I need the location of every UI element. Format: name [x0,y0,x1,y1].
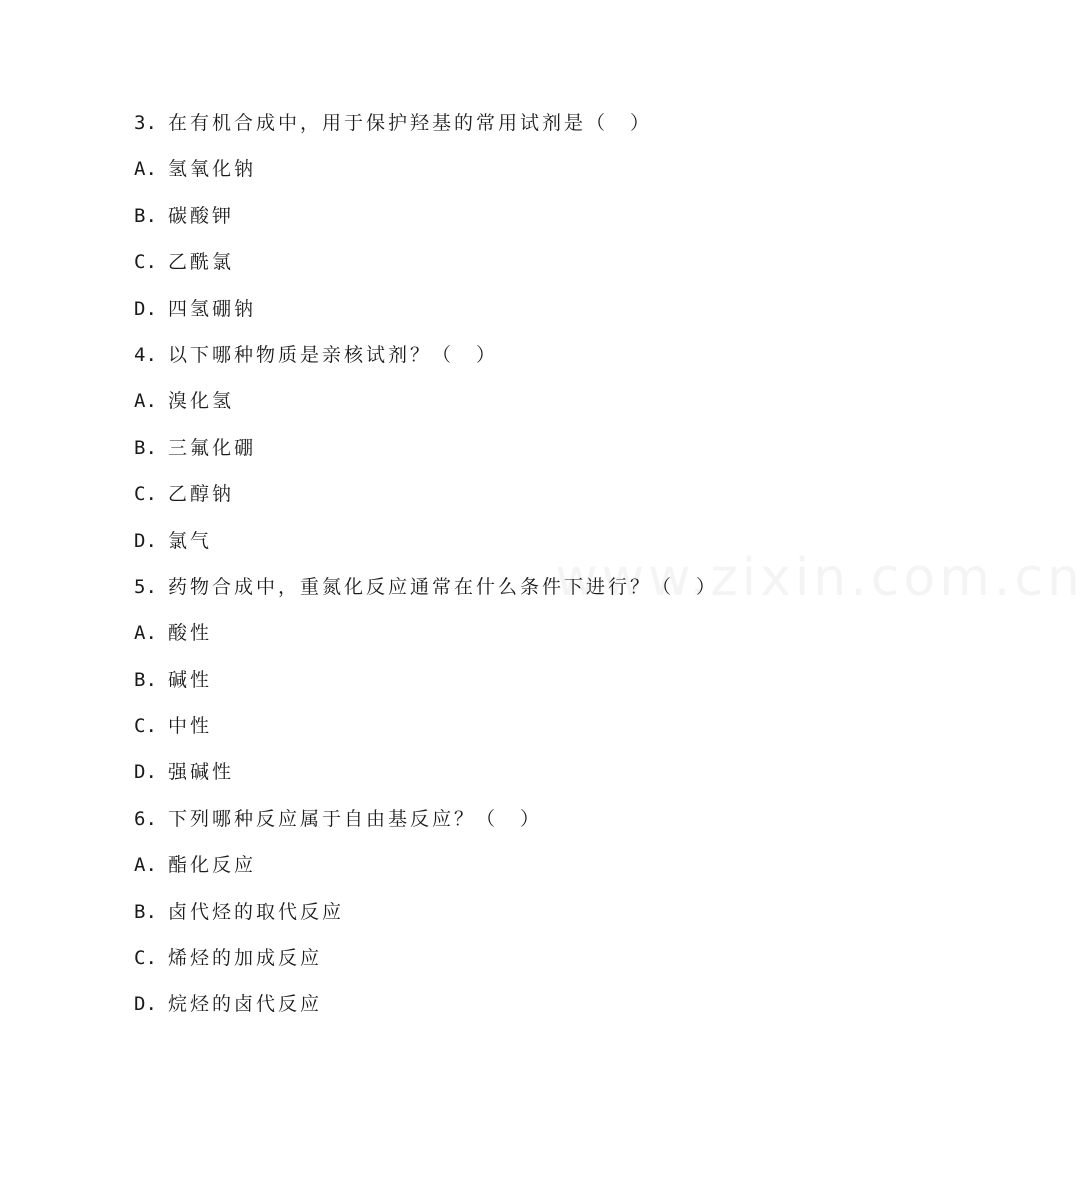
question-number: 4. [134,343,157,366]
option-text: 中性 [168,715,213,738]
question-number: 3. [134,112,157,134]
option-text: 四氢硼钠 [168,297,257,320]
option-label: D. [134,993,157,1016]
question-list [134,106,834,1034]
option-text: 烷烃的卤代反应 [168,993,323,1016]
question-5-option-b [134,663,834,709]
question-text: 药物合成中，重氮化反应通常在什么条件下进行？（ ） [168,575,719,598]
option-text: 乙醇钠 [168,483,235,506]
question-4-option-c [134,477,834,523]
question-4-option-b [134,431,834,477]
option-text: 氯气 [168,529,213,552]
question-5-option-c [134,709,834,755]
option-text: 酯化反应 [168,854,257,877]
watermark: www.zixin.com.cn [555,548,1084,608]
option-text: 乙酰氯 [168,251,235,274]
question-3-option-c [134,245,834,291]
option-label: C. [134,947,157,970]
question-3-option-a [134,152,834,198]
question-text: 下列哪种反应属于自由基反应？（ ） [168,807,543,830]
option-label: C. [134,715,157,738]
option-label: B. [134,436,157,459]
question-4-stem [134,338,834,384]
question-4-option-a [134,384,834,430]
option-text: 溴化氢 [168,390,235,413]
question-3-stem [134,106,834,152]
option-label: C. [134,483,157,506]
option-label: A. [134,622,157,645]
option-label: B. [134,668,157,691]
option-label: A. [134,390,157,413]
question-number: 5. [134,575,157,598]
question-6-option-b [134,895,834,941]
option-label: D. [134,297,157,320]
question-text: 以下哪种物质是亲核试剂？（ ） [168,343,499,366]
option-text: 碱性 [168,668,213,691]
option-text: 碳酸钾 [168,204,235,227]
option-text: 烯烃的加成反应 [168,947,323,970]
question-6-option-d [134,987,834,1033]
option-text: 强碱性 [168,761,235,784]
option-label: B. [134,900,157,923]
option-label: A. [134,158,157,181]
question-3-option-d [134,292,834,338]
question-6-option-c [134,941,834,987]
question-5-stem [134,570,834,616]
option-text: 三氟化硼 [168,436,257,459]
option-text: 氢氧化钠 [168,158,257,181]
option-text: 酸性 [168,622,213,645]
option-label: D. [134,529,157,552]
question-text: 在有机合成中，用于保护羟基的常用试剂是（ ） [168,112,653,134]
question-number: 6. [134,807,157,830]
question-3-option-b [134,199,834,245]
question-6-option-a [134,848,834,894]
option-text: 卤代烃的取代反应 [168,900,345,923]
option-label: C. [134,251,157,274]
question-5-option-a [134,616,834,662]
question-5-option-d [134,755,834,801]
option-label: D. [134,761,157,784]
option-label: B. [134,204,157,227]
question-4-option-d [134,524,834,570]
question-6-stem [134,802,834,848]
option-label: A. [134,854,157,877]
